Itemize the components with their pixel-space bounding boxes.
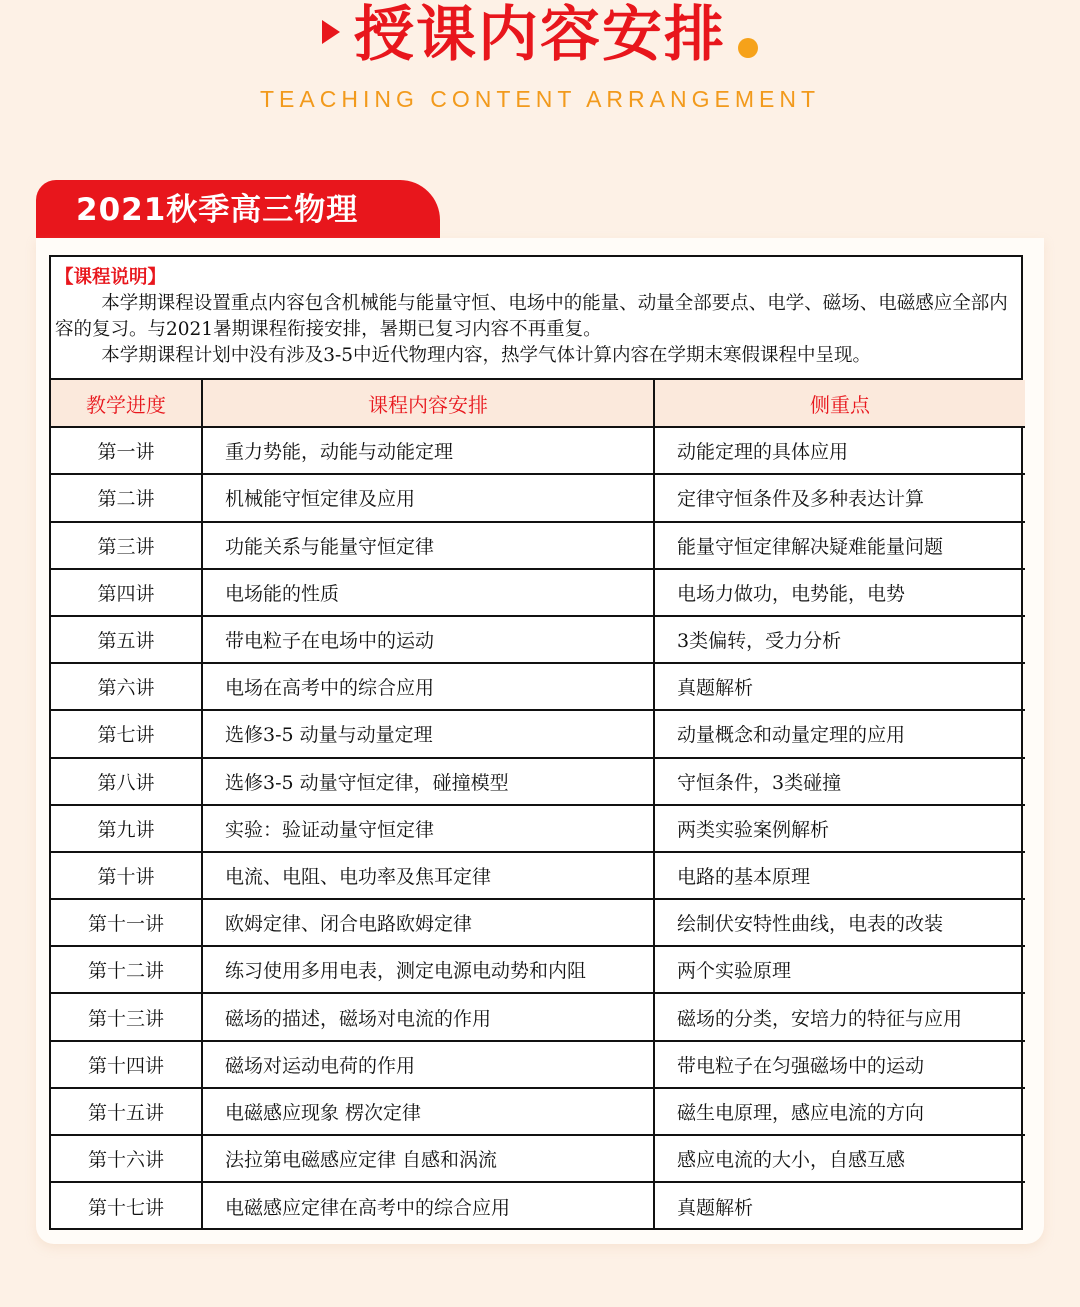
cell-focus: 两个实验原理 (654, 946, 1025, 993)
cell-focus: 动量概念和动量定理的应用 (654, 710, 1025, 757)
table-row (51, 993, 1025, 1040)
page-title: 授课内容安排 (354, 0, 726, 70)
cell-lecture: 第六讲 (51, 663, 202, 710)
cell-focus: 守恒条件，3类碰撞 (654, 758, 1025, 805)
dot-icon (738, 38, 758, 58)
cell-content: 选修3-5 动量守恒定律，碰撞模型 (202, 758, 654, 805)
cell-lecture: 第十三讲 (51, 993, 202, 1040)
cell-focus: 感应电流的大小，自感互感 (654, 1135, 1025, 1182)
table-body (51, 427, 1025, 1229)
cell-content: 选修3-5 动量与动量定理 (202, 710, 654, 757)
cell-content: 电磁感应定律在高考中的综合应用 (202, 1182, 654, 1229)
table-row (51, 758, 1025, 805)
table-row (51, 522, 1025, 569)
table-row (51, 427, 1025, 474)
course-notes (51, 257, 1021, 380)
table-row (51, 663, 1025, 710)
cell-focus: 两类实验案例解析 (654, 805, 1025, 852)
cell-lecture: 第十六讲 (51, 1135, 202, 1182)
table-row (51, 474, 1025, 521)
cell-lecture: 第十四讲 (51, 1041, 202, 1088)
table-row (51, 1135, 1025, 1182)
cell-focus: 磁生电原理，感应电流的方向 (654, 1088, 1025, 1135)
cell-content: 磁场对运动电荷的作用 (202, 1041, 654, 1088)
section-tab-label: 2021秋季高三物理 (76, 192, 359, 228)
title-row (322, 0, 758, 70)
cell-lecture: 第二讲 (51, 474, 202, 521)
cell-lecture: 第五讲 (51, 616, 202, 663)
notes-paragraph-1: 本学期课程设置重点内容包含机械能与能量守恒、电场中的能量、动量全部要点、电学、磁场、电磁感应全部内容的复习。与2021暑期课程衔接安排，暑期已复习内容不再重复。 (55, 293, 1008, 340)
page-subtitle: TEACHING CONTENT ARRANGEMENT (260, 86, 820, 112)
cell-focus: 带电粒子在匀强磁场中的运动 (654, 1041, 1025, 1088)
notes-heading: 【课程说明】 (55, 267, 167, 288)
cell-content: 法拉第电磁感应定律 自感和涡流 (202, 1135, 654, 1182)
cell-lecture: 第四讲 (51, 569, 202, 616)
header-focus: 侧重点 (654, 380, 1025, 427)
cell-lecture: 第十一讲 (51, 899, 202, 946)
cell-content: 电磁感应现象 楞次定律 (202, 1088, 654, 1135)
schedule-table (51, 380, 1025, 1229)
cell-focus: 电场力做功，电势能，电势 (654, 569, 1025, 616)
cell-focus: 能量守恒定律解决疑难能量问题 (654, 522, 1025, 569)
cell-lecture: 第十二讲 (51, 946, 202, 993)
table-row (51, 899, 1025, 946)
cell-focus: 电路的基本原理 (654, 852, 1025, 899)
triangle-bullet-icon (322, 20, 340, 44)
cell-content: 磁场的描述，磁场对电流的作用 (202, 993, 654, 1040)
cell-lecture: 第十五讲 (51, 1088, 202, 1135)
cell-focus: 绘制伏安特性曲线，电表的改装 (654, 899, 1025, 946)
table-row (51, 1088, 1025, 1135)
cell-lecture: 第七讲 (51, 710, 202, 757)
header-content: 课程内容安排 (202, 380, 654, 427)
cell-content: 练习使用多用电表，测定电源电动势和内阻 (202, 946, 654, 993)
table-row (51, 710, 1025, 757)
table-row (51, 852, 1025, 899)
cell-lecture: 第三讲 (51, 522, 202, 569)
cell-focus: 真题解析 (654, 1182, 1025, 1229)
cell-lecture: 第十七讲 (51, 1182, 202, 1229)
header-progress: 教学进度 (51, 380, 202, 427)
notes-paragraph-2: 本学期课程计划中没有涉及3-5中近代物理内容，热学气体计算内容在学期末寒假课程中呈现。 (101, 345, 872, 366)
cell-lecture: 第八讲 (51, 758, 202, 805)
cell-content: 功能关系与能量守恒定律 (202, 522, 654, 569)
cell-content: 电场在高考中的综合应用 (202, 663, 654, 710)
table-row (51, 1041, 1025, 1088)
cell-content: 欧姆定律、闭合电路欧姆定律 (202, 899, 654, 946)
table-row (51, 569, 1025, 616)
schedule-document (49, 255, 1023, 1230)
cell-lecture: 第九讲 (51, 805, 202, 852)
table-row (51, 946, 1025, 993)
cell-focus: 3类偏转，受力分析 (654, 616, 1025, 663)
cell-content: 实验：验证动量守恒定律 (202, 805, 654, 852)
cell-focus: 磁场的分类，安培力的特征与应用 (654, 993, 1025, 1040)
table-header-row (51, 380, 1025, 427)
cell-focus: 定律守恒条件及多种表达计算 (654, 474, 1025, 521)
cell-content: 重力势能，动能与动能定理 (202, 427, 654, 474)
table-row (51, 1182, 1025, 1229)
cell-lecture: 第一讲 (51, 427, 202, 474)
cell-lecture: 第十讲 (51, 852, 202, 899)
cell-focus: 真题解析 (654, 663, 1025, 710)
page-header (0, 0, 1080, 70)
cell-content: 机械能守恒定律及应用 (202, 474, 654, 521)
cell-content: 带电粒子在电场中的运动 (202, 616, 654, 663)
cell-content: 电流、电阻、电功率及焦耳定律 (202, 852, 654, 899)
cell-focus: 动能定理的具体应用 (654, 427, 1025, 474)
table-row (51, 805, 1025, 852)
table-row (51, 616, 1025, 663)
cell-content: 电场能的性质 (202, 569, 654, 616)
